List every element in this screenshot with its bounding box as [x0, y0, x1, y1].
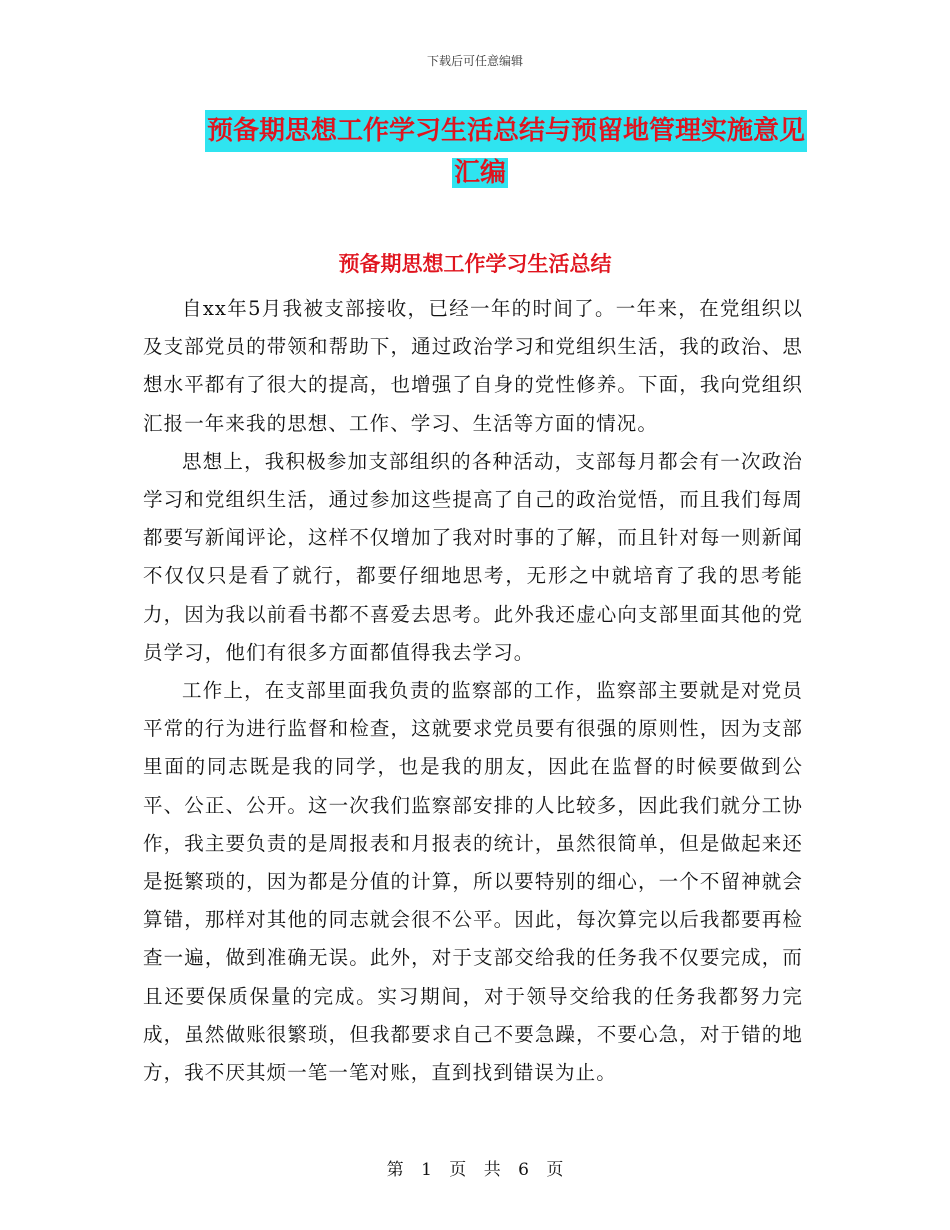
paragraph-2: 思想上，我积极参加支部组织的各种活动，支部每月都会有一次政治学习和党组织生活，通过参加这些提高了自己的政治觉悟，而且我们每周都要写新闻评论，这样不仅增加了我对时事的了解，而且针对每一则新闻不仅仅只是看了就行，都要仔细地思考，无形之中就培育了我的思考能力，因为我以前看书都不喜爱去思考。此外我还虚心向支部里面其他的党员学习，他们有很多方面都值得我去学习。 [143, 449, 803, 664]
footer-mid-2: 共 [483, 1160, 501, 1180]
footer-suffix: 页 [546, 1160, 564, 1180]
body-text [143, 290, 803, 1092]
total-pages: 6 [518, 1160, 529, 1180]
footer-mid-1: 页 [449, 1160, 467, 1180]
title-line-2: 汇编 [453, 158, 506, 188]
document-title [140, 110, 820, 194]
section-title: 预备期思想工作学习生活总结 [338, 251, 612, 276]
paragraph-3: 工作上，在支部里面我负责的监察部的工作，监察部主要就是对党员平常的行为进行监督和检查，这就要求党员要有很强的原则性，因为支部里面的同志既是我的同学，也是我的朋友，因此在监督的时候要做到公平、公正、公开。这一次我们监察部安排的人比较多，因此我们就分工协作，我主要负责的是周报表和月报表的统计，虽然很简单，但是做起来还是挺繁琐的，因为都是分值的计算，所以要特别的细心，一个不留神就会算错，那样对其他的同志就会很不公平。因此，每次算完以后我都要再检查一遍，做到准确无误。此外，对于支部交给我的任务我不仅要完成，而且还要保质保量的完成。实习期间，对于领导交给我的任务我都努力完成，虽然做账很繁琐，但我都要求自己不要急躁，不要心急，对于错的地方，我不厌其烦一笔一笔对账，直到找到错误为止。 [143, 679, 803, 1085]
page-footer [0, 1155, 950, 1180]
page-number: 1 [421, 1160, 432, 1180]
title-line-1: 预备期思想工作学习生活总结与预留地管理实施意见 [205, 110, 807, 152]
paragraph-1: 自xx年5月我被支部接收，已经一年的时间了。一年来，在党组织以及支部党员的带领和帮助下，通过政治学习和党组织生活，我的政治、思想水平都有了很大的提高，也增强了自身的党性修养。下面，我向党组织汇报一年来我的思想、工作、学习、生活等方面的情况。 [143, 297, 803, 435]
header-note: 下载后可任意编辑 [426, 54, 523, 68]
footer-prefix: 第 [386, 1160, 404, 1180]
